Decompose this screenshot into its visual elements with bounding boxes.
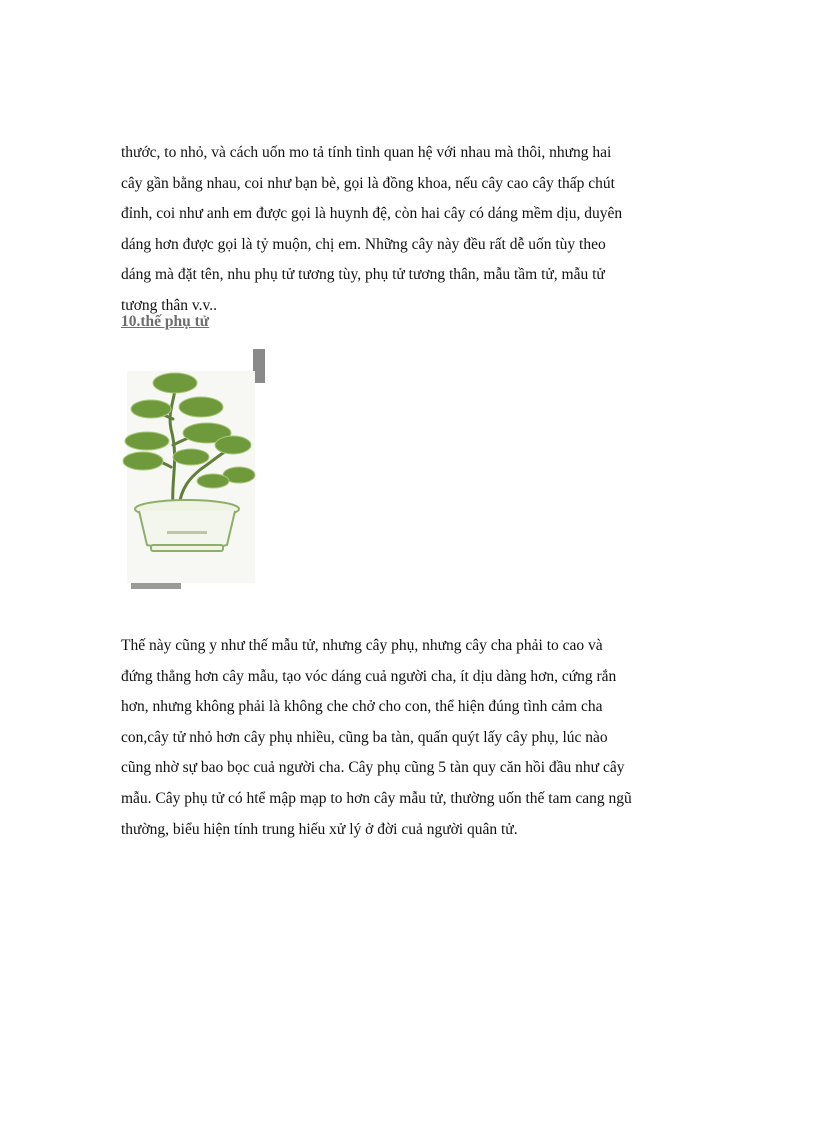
pot-icon — [135, 500, 239, 551]
paragraph-description — [121, 631, 721, 845]
text-line: tương thân v.v.. — [121, 296, 217, 314]
text-line: thước, to nhỏ, và cách uốn mo tả tính tình quan hệ với nhau mà thôi, nhưng hai — [121, 144, 612, 161]
text-line: con,cây tử nhỏ hơn cây phụ nhiều, cũng ba tàn, quấn quýt lấy cây phụ, lúc nào — [121, 728, 608, 746]
text-line: mẫu. Cây phụ tử có htể mập mạp to hơn cây mẫu tử, thường uốn thế tam cang ngũ — [121, 789, 632, 807]
bonsai-illustration — [121, 349, 267, 595]
text-line: Thế này cũng y như thế mẫu tử, nhưng cây phụ, nhưng cây cha phải to cao và — [121, 637, 603, 654]
text-line: dáng mà đặt tên, nhu phụ tử tương tùy, phụ tử tương thân, mẫu tầm tử, mẫu tử — [121, 266, 605, 284]
text-line: cây gần bằng nhau, coi như bạn bè, gọi là đồng khoa, nếu cây cao cây thấp chút — [121, 174, 615, 192]
text-line: thường, biểu hiện tính trung hiếu xử lý ở đời cuả người quân tử. — [121, 820, 518, 838]
paragraph-intro — [121, 138, 721, 322]
text-line: cũng nhờ sự bao bọc cuả người cha. Cây phụ cũng 5 tàn quy căn hồi đầu như cây — [121, 759, 625, 777]
text-line: dáng hơn được gọi là tỷ muộn, chị em. Những cây này đều rất dễ uốn tùy theo — [121, 235, 606, 253]
pot-label-mark — [167, 531, 207, 534]
text-line: đứng thẳng hơn cây mẫu, tạo vóc dáng cuả người cha, ít dịu dàng hơn, cứng rắn — [121, 667, 617, 685]
text-line: đỉnh, coi như anh em được gọi là huynh đệ, còn hai cây có dáng mềm dịu, duyên — [121, 205, 623, 223]
section-heading: 10.thế phụ tử — [121, 313, 210, 330]
text-line: hơn, nhưng không phải là không che chở cho con, thể hiện đúng tình cảm cha — [121, 698, 603, 716]
